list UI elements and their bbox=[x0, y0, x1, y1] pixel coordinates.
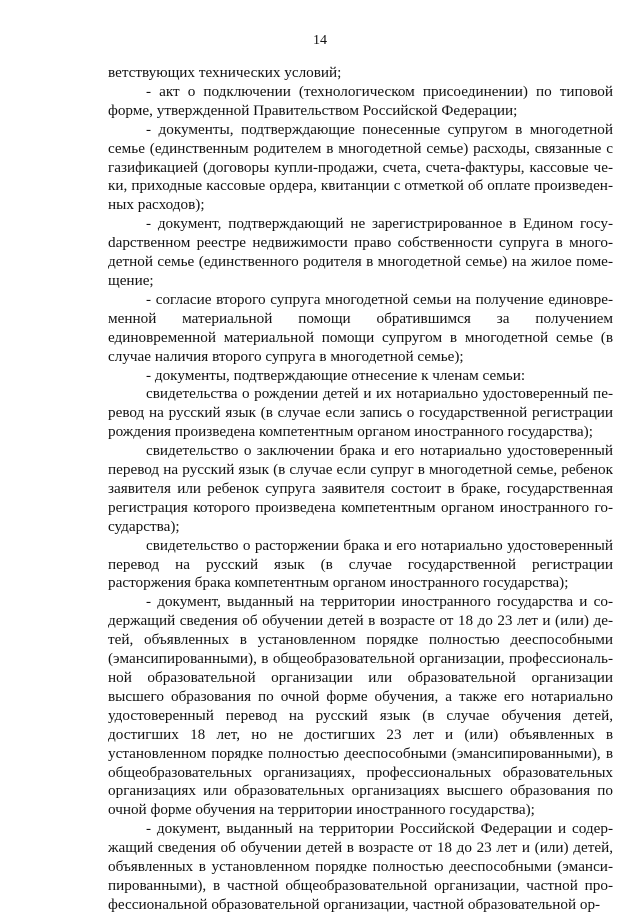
paragraph-5: - согласие второго супруга многодетной семьи на получение единовременной материальной помощи обратившимся за получением единовременной материальной помощи супругом в многодетной семье (в случае наличия второго супруга в многодетной семье); bbox=[108, 290, 613, 365]
paragraph-1: ветствующих технических условий; bbox=[108, 64, 342, 81]
document-body bbox=[108, 64, 613, 915]
paragraph-8: свидетельство о заключении брака и его нотариально удостоверенный перевод на русский язык (в случае если супруг в многодетной семье, ребенок заявителя или ребенок супруга заявителя состоит в браке, государственная регистрация которого произведена компетентным органом иностранного государства); bbox=[108, 442, 613, 535]
paragraph-9: свидетельство о расторжении брака и его нотариально удостоверенный перевод на русский язык (в случае государственной регистрации расторжения брака компетентным органом иностранного государства); bbox=[108, 536, 613, 592]
paragraph-11: - документ, выданный на территории Российской Федерации и содержащий сведения об обучении детей в возрасте от 18 до 23 лет и (или) детей, объявленных в установленном порядке полностью дееспособными (эмансипированными), в частной общеобразовательной организации, частной профессиональной образовательной организации, частной образовательной ор- bbox=[108, 820, 613, 913]
paragraph-10: - документ, выданный на территории иностранного государства и содержащий сведения об обучении детей в возрасте от 18 до 23 лет и (или) детей, объявленных в установленном порядке полностью дееспособными (эмансипированными), в общеобразовательной организации, профессиональной образовательной организации или образовательной организации высшего образования по очной форме обучения, а также его нотариально удостоверенный перевод на русский язык (в случае обучения детей, достигших 18 лет, но не достигших 23 лет и (или) объявленных в установленном порядке полностью дееспособными (эмансипированными), в общеобразовательных организациях, профессиональных образовательных организациях или образовательных организациях высшего образования по очной форме обучения на территории иностранного государства); bbox=[108, 593, 613, 819]
paragraph-3: - документы, подтверждающие понесенные супругом в многодетной семье (единственным родителем в многодетной семье) расходы, связанные с газификацией (договоры купли-продажи, счета, счета-фактуры, кассовые чеки, приходные кассовые ордера, квитанции с отметкой об оплате произведенных расходов); bbox=[108, 120, 613, 214]
paragraph-7: свидетельства о рождении детей и их нотариально удостоверенный перевод на русский язык (в случае если запись о государственной регистрации рождения произведена компетентным органом иностранного государства); bbox=[108, 385, 613, 441]
paragraph-4: - документ, подтверждающий не зарегистрированное в Едином госуdарственном реестре недвижимости право собственности супруга в многодетной семье (единственного родителя в многодетной семье) на жилое помещение; bbox=[108, 215, 613, 289]
page-number: 14 bbox=[313, 33, 327, 48]
paragraph-6: - документы, подтверждающие отнесение к членам семьи: bbox=[146, 366, 526, 384]
paragraph-2: - акт о подключении (технологическом присоединении) по типовой форме, утвержденной Правительством Российской Федерации; bbox=[108, 82, 613, 119]
